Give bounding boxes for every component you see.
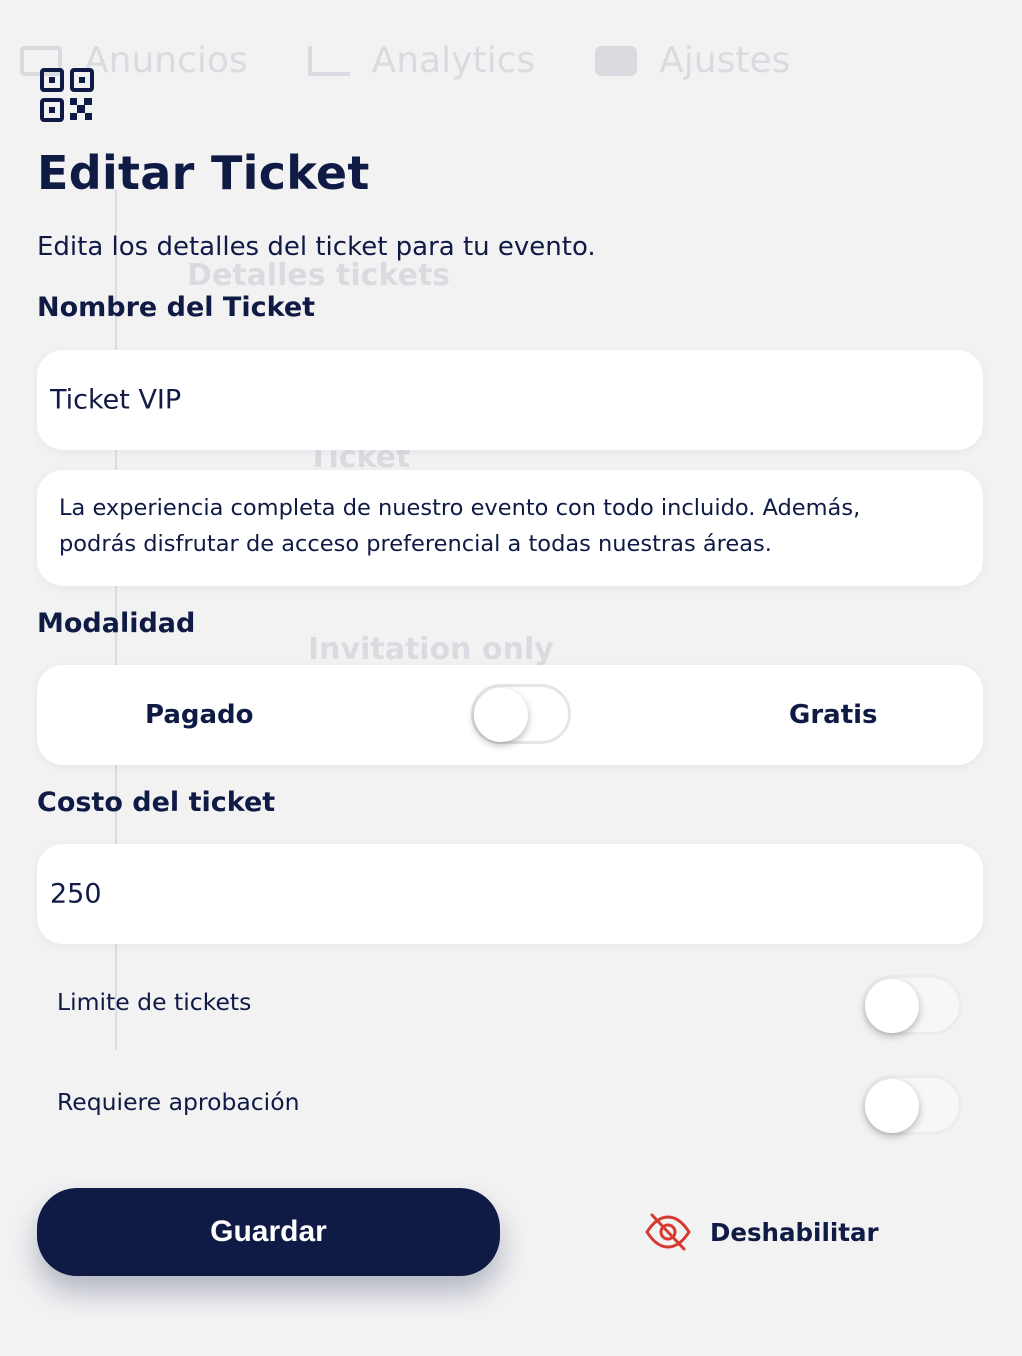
modal-title: Editar Ticket <box>37 146 370 200</box>
cost-input[interactable] <box>50 879 950 910</box>
requires-approval-toggle[interactable] <box>862 1075 962 1135</box>
ticket-limit-label: Limite de tickets <box>57 988 252 1016</box>
requires-approval-label: Requiere aprobación <box>57 1088 300 1116</box>
ticket-name-field-container <box>37 350 983 450</box>
modal-subtitle: Edita los detalles del ticket para tu evento. <box>37 232 596 262</box>
ticket-description-field[interactable] <box>37 470 983 586</box>
modality-toggle[interactable] <box>471 684 571 744</box>
cost-field-container <box>37 844 983 944</box>
qr-code-icon <box>40 68 94 122</box>
ticket-name-input[interactable] <box>50 385 950 416</box>
bg-section-title: Detalles tickets <box>187 258 451 293</box>
ticket-limit-toggle[interactable] <box>862 975 962 1035</box>
disable-button[interactable] <box>644 1207 879 1257</box>
disable-label: Deshabilitar <box>710 1217 879 1247</box>
modality-option-paid[interactable]: Pagado <box>145 700 254 730</box>
bg-nav-item-anuncios: Anuncios <box>20 40 248 81</box>
toggle-knob <box>865 979 919 1033</box>
modality-label: Modalidad <box>37 608 196 639</box>
bg-invitation-label: Invitation only <box>308 632 554 667</box>
eye-off-icon <box>644 1212 692 1252</box>
ticket-description-text: La experiencia completa de nuestro evento con todo incluido. Además, podrás disfrutar de acceso preferencial a todas nuestras áreas. <box>59 495 861 557</box>
bg-nav-item-ajustes: Ajustes <box>595 40 790 81</box>
bg-ticket-label: Ticket <box>308 440 411 475</box>
toggle-knob <box>474 688 528 742</box>
modality-option-free[interactable]: Gratis <box>789 700 878 730</box>
modality-selector <box>37 665 983 765</box>
save-button[interactable]: Guardar <box>37 1188 500 1276</box>
cost-label: Costo del ticket <box>37 787 276 818</box>
ticket-name-label: Nombre del Ticket <box>37 292 316 323</box>
bg-nav-item-analytics: Analytics <box>308 40 535 81</box>
toggle-knob <box>865 1079 919 1133</box>
